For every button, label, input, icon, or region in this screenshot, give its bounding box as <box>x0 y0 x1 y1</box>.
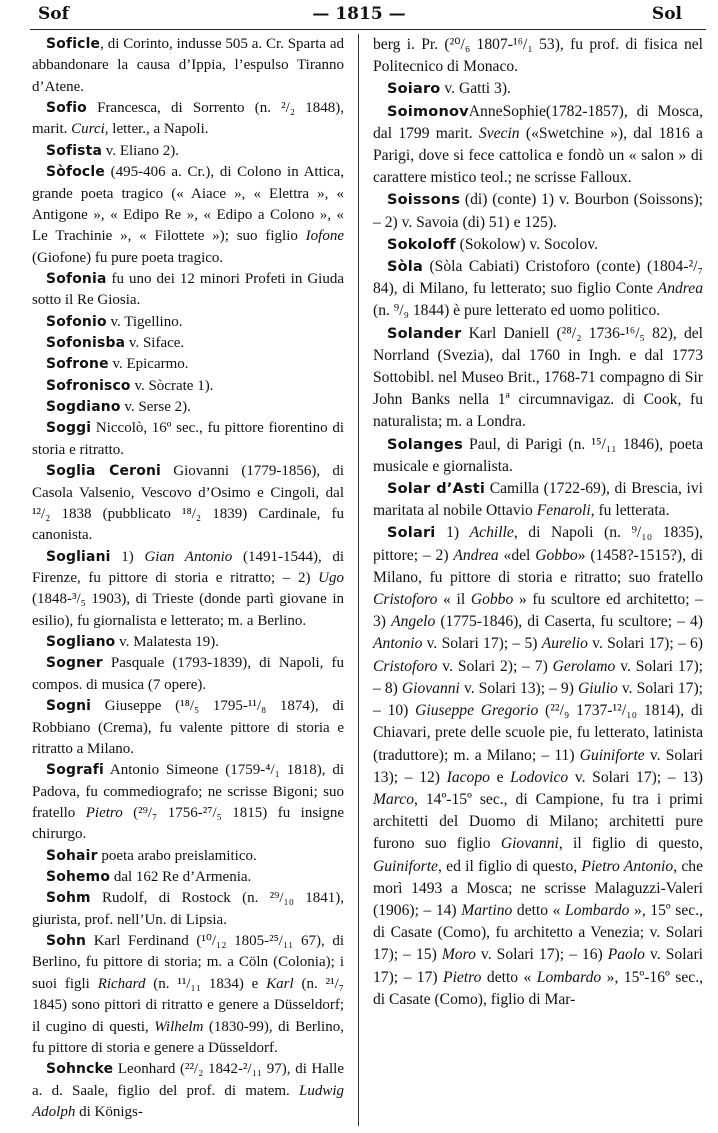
entry-text: , ed il figlio di questo, <box>437 857 582 875</box>
entry-text: (1848-³/₅ 1903), di Trieste (donde partì giovane in esilio), fu giornalista e letterato; m. a Berlino. <box>32 591 344 629</box>
header-right-guide-word: Sol <box>651 4 682 24</box>
dictionary-entry <box>373 34 703 78</box>
entry-text: (²²/₉ 1737-¹²/₁₀ 1814), di Chiavari, prete delle scuole pie, fu letterato, latinista (traduttore); m. a Milano; – 11) <box>373 702 703 764</box>
entry-text: v. Solari 2); – 7) <box>437 657 553 675</box>
entry-text: v. Solari 17); – 13) <box>568 768 704 786</box>
entry-text: Pasquale (1793-1839), di Napoli, fu compos. di musica (7 opere). <box>32 655 344 693</box>
entry-headword: Sohn <box>46 933 87 950</box>
dictionary-entry <box>373 323 703 434</box>
entry-italic-text: Wilhelm <box>154 1018 204 1035</box>
dictionary-entry <box>373 101 703 190</box>
page-header <box>0 4 718 28</box>
entry-text: (n. ²¹/₇ 1845) sono pittori di ritratto e genere a Düsseldorf; il cugino di questi, <box>32 975 344 1035</box>
entry-text: , il figlio di questo, <box>558 835 703 853</box>
entry-text: « il <box>437 591 471 609</box>
entry-headword: Sofista <box>46 142 103 159</box>
entry-text: », 15º sec., di Casate (Como), fu architetto a Venezia; v. Solari 17); – 15) <box>373 901 703 964</box>
entry-text: , di Corinto, indusse 505 a. Cr. Sparta ad abbandonare la causa d’Ippia, l’espulso Tiranno d’Atene. <box>32 36 344 95</box>
entry-text: v. Solari 17); – 17) <box>373 946 703 986</box>
entry-headword: Soggi <box>46 420 92 437</box>
entry-text: v. Sòcrate 1). <box>130 377 214 394</box>
entry-text: v. Tigellino. <box>106 313 183 330</box>
entry-italic-text: Ugo <box>318 569 344 586</box>
entry-italic-text: Guiniforte <box>579 746 645 764</box>
entry-text: (Sokolow) v. Socolov. <box>455 235 598 253</box>
entry-text: , fu letterata. <box>590 502 670 520</box>
entry-italic-text: Ludwig Adolph <box>32 1082 344 1120</box>
entry-italic-text: Paolo <box>607 946 645 964</box>
dictionary-entry <box>32 34 344 98</box>
entry-text: », 15º-16º sec., di Casate (Como), figlio di Mar- <box>373 968 703 1008</box>
left-column <box>32 34 344 1123</box>
entry-text: v. Eliano 2). <box>102 142 179 159</box>
header-left-guide-word: Sof <box>38 4 69 24</box>
entry-italic-text: Gerolamo <box>552 657 616 675</box>
entry-headword: Sokoloff <box>387 236 456 253</box>
entry-text: Giovanni (1779-1856), di Casola Valsenio, Vescovo d’Osimo e Cingoli, dal ¹²/₂ 1838 (pubblicato ¹⁸/₂ 1839) Cardinale, fu canonista. <box>32 463 345 544</box>
entry-text: berg i. Pr. (²⁰/₆ 1807-¹⁶/₁ 53), fu prof. di fisica nel Politecnico di Monaco. <box>373 36 703 76</box>
entry-headword: Soimonov <box>387 103 469 120</box>
entry-italic-text: Pietro Antonio <box>581 857 674 875</box>
entry-text: Karl Ferdinand (¹⁰/₁₂ 1805-²⁵/₁₁ 67), di Berlino, fu pittore di storia; m. a Cöln (Colonia); i suoi figli <box>32 933 344 992</box>
entry-text: e <box>489 768 511 786</box>
dictionary-entry <box>32 269 344 312</box>
entry-headword: Soiaro <box>387 81 441 98</box>
entry-headword: Sogner <box>46 655 103 672</box>
entry-text: (²⁹/₇ 1756-²⁷/₅ 1815) fu insigne chirurgo. <box>32 804 345 843</box>
entry-headword: Sofonio <box>46 313 107 330</box>
dictionary-entry <box>32 312 344 333</box>
entry-italic-text: Andrea <box>453 546 499 564</box>
entry-headword: Solari <box>387 525 436 542</box>
entry-text: , di Napoli (n. ⁹/₁₀ 1835), pittore; – 2) <box>373 524 703 564</box>
dictionary-entry <box>373 189 703 233</box>
entry-text: Camilla (1722-69), di Brescia, ivi maritata al nobile Ottavio <box>373 480 703 520</box>
entry-headword: Solander <box>387 325 462 342</box>
entry-text: (1775-1846), di Caserta, fu scultore; – 4) <box>435 613 704 631</box>
entry-text: (n. ⁹/₉ 1844) è pure letterato ed uomo politico. <box>373 302 661 320</box>
entry-text: (1491-1544), di Firenze, fu pittore di storia e ritratto; – 2) <box>32 548 345 586</box>
entry-headword: Solar d’Asti <box>387 481 486 498</box>
dictionary-entry <box>32 653 344 696</box>
entry-headword: Soissons <box>387 192 461 209</box>
entry-headword: Sogliani <box>46 548 111 565</box>
dictionary-entry <box>32 162 344 269</box>
entry-text: , letter., a Napoli. <box>104 121 209 138</box>
entry-text: v. Epicarmo. <box>108 356 189 373</box>
dictionary-entry <box>32 376 344 397</box>
entry-italic-text: Guiniforte <box>373 857 438 875</box>
entry-italic-text: Fenaroli <box>536 502 591 520</box>
entry-headword: Sogni <box>46 698 92 715</box>
entry-headword: Sogdiano <box>46 399 121 416</box>
entry-text: dal 162 Re d’Armenia. <box>110 869 252 886</box>
dictionary-entry <box>373 256 703 323</box>
dictionary-entry <box>32 98 344 141</box>
header-rule <box>30 29 706 30</box>
entry-italic-text: Antonio <box>373 635 423 653</box>
entry-headword: Sofio <box>46 100 87 117</box>
entry-text: fu uno dei 12 minori Profeti in Giuda sotto il Re Giosia. <box>32 270 344 309</box>
dictionary-entry <box>32 696 344 760</box>
entry-italic-text: Iacopo <box>446 768 490 786</box>
entry-text: (1830-99), di Berlino, fu pittore di storia e genere a Düsseldorf. <box>32 1018 344 1056</box>
entry-italic-text: Aurelio <box>541 635 588 653</box>
entry-text: 1) <box>435 524 470 542</box>
entry-headword: Sofrone <box>46 356 109 373</box>
entry-text: (Giofone) fu pure poeta tragico. <box>32 249 224 266</box>
entry-italic-text: Giuseppe Gregorio <box>415 702 539 720</box>
entry-text: v. Siface. <box>125 335 185 352</box>
entry-italic-text: Cristoforo <box>373 657 438 675</box>
entry-text: (Sòla Cabiati) Cristoforo (conte) (1804-²/₇ 84), di Milano, fu letterato; suo figlio Conte <box>373 258 703 298</box>
page-number: — 1815 — <box>312 4 406 24</box>
entry-text: Rudolf, di Rostock (n. ²⁹/₁₀ 1841), giurista, prof. nell’Un. di Lipsia. <box>32 890 344 928</box>
entry-text: , 14º-15º sec., di Campione, fu tra i primi architetti del Duomo di Milano; architetti pure furono suo figlio <box>373 790 703 853</box>
entry-headword: Soglia Ceroni <box>46 463 161 480</box>
entry-text: di Königs- <box>75 1103 143 1120</box>
entry-italic-text: Pietro <box>85 804 123 821</box>
entry-text: Francesca, di Sorrento (n. ²/₂ 1848), marit. <box>32 100 344 138</box>
entry-italic-text: Giovanni <box>401 679 460 697</box>
entry-italic-text: Moro <box>441 946 476 964</box>
dictionary-entry <box>32 333 344 354</box>
entry-italic-text: Gobbo <box>535 546 578 564</box>
entry-text: detto « <box>512 901 566 919</box>
dictionary-entry <box>32 461 344 546</box>
entry-text: » fu scultore ed architetto; – 3) <box>373 591 703 631</box>
dictionary-entry <box>32 632 344 653</box>
entry-text: (n. ¹¹/₁₁ 1834) e <box>145 975 267 992</box>
dictionary-entry <box>373 234 703 256</box>
dictionary-entry <box>32 354 344 375</box>
entry-italic-text: Richard <box>97 975 146 992</box>
entry-text: , che morì 1493 a Mosca; ne scrisse Malaguzzi-Valeri (1906); – 14) <box>373 857 703 919</box>
entry-text: («Swetchine »), dal 1816 a Parigi, dove si fece cattolica e fondò un « salon » di carattere mistico teol.; ne scrisse Falloux. <box>373 124 703 187</box>
dictionary-entry <box>32 141 344 162</box>
entry-headword: Sogliano <box>46 634 116 651</box>
entry-text: AnneSophie(1782-1857), di Mosca, dal 1799 marit. <box>373 102 703 142</box>
entry-text: 1) <box>110 548 145 565</box>
entry-text: v. Malatesta 19). <box>115 634 220 651</box>
entry-text: v. Solari 17); – 6) <box>587 635 703 653</box>
entry-text: Karl Daniell (²⁸/₂ 1736-¹⁶/₅ 82), del Norrland (Svezia), dal 1760 in Ingh. e dal 1773 Sottobibl. nel Museo Brit., 1768-71 compagno di Sir John Banks nella 1ª circumnavigaz. di Cook, fu naturalista; m. a Londra. <box>373 324 703 431</box>
dictionary-entry <box>32 1059 344 1123</box>
entry-headword: Sòfocle <box>46 164 105 181</box>
entry-italic-text: Giulio <box>577 679 618 697</box>
entry-italic-text: Martino <box>461 901 513 919</box>
entry-headword: Sohncke <box>46 1061 114 1078</box>
entry-italic-text: Lombardo <box>565 901 630 919</box>
entry-headword: Sofronisco <box>46 377 131 394</box>
entry-headword: Sòla <box>387 259 423 276</box>
entry-text: Leonhard (²²/₂ 1842-²/₁₁ 97), di Halle a. d. Saale, figlio del prof. di matem. <box>32 1061 344 1099</box>
dictionary-entry <box>373 478 703 522</box>
entry-italic-text: Curci <box>71 121 105 138</box>
entry-text: Niccolò, 16º sec., fu pittore fiorentino di storia e ritratto. <box>32 420 344 458</box>
entry-headword: Soficle <box>46 36 101 52</box>
entry-italic-text: Angelo <box>391 613 436 631</box>
entry-italic-text: Iofone <box>305 228 344 245</box>
entry-text: v. Solari 17); – 5) <box>422 635 542 653</box>
entry-italic-text: Svecin <box>478 124 520 142</box>
entry-italic-text: Lombardo <box>536 968 602 986</box>
entry-text: (di) (conte) 1) v. Bourbon (Soissons); – 2) v. Savoia (di) 51) e 125). <box>373 191 703 231</box>
dictionary-entry <box>373 434 703 478</box>
entry-italic-text: Achille <box>469 524 514 542</box>
entry-headword: Sofonia <box>46 270 107 287</box>
entry-text: «del <box>498 546 536 564</box>
entry-italic-text: Andrea <box>657 280 703 298</box>
entry-headword: Solanges <box>387 436 463 453</box>
entry-italic-text: Pietro <box>443 968 482 986</box>
entry-headword: Sohair <box>46 847 98 864</box>
dictionary-entry <box>32 760 344 845</box>
entry-italic-text: Giovanni <box>500 835 559 853</box>
column-divider <box>358 34 359 1126</box>
dictionary-entry <box>32 418 344 461</box>
entry-italic-text: Karl <box>266 975 294 992</box>
entry-italic-text: Lodovico <box>510 768 569 786</box>
entry-text: Giuseppe (¹⁸/₅ 1795-¹¹/₈ 1874), di Robbiano (Crema), fu valente pittore di storia e ritratto a Milano. <box>32 698 344 757</box>
dictionary-entry <box>32 888 344 931</box>
entry-text: Paul, di Parigi (n. ¹⁵/₁₁ 1846), poeta musicale e giornalista. <box>373 435 703 475</box>
entry-italic-text: Marco <box>373 790 414 808</box>
entry-text: v. Solari 17); – 16) <box>475 946 608 964</box>
entry-headword: Sografi <box>46 762 104 779</box>
entry-italic-text: Gian Antonio <box>144 548 233 565</box>
dictionary-entry <box>373 522 703 1010</box>
dictionary-entry <box>373 78 703 100</box>
dictionary-entry <box>32 867 344 888</box>
right-column <box>373 34 703 1011</box>
entry-text: v. Gatti 3). <box>440 80 511 98</box>
entry-text: v. Solari 17); – 8) <box>373 657 703 697</box>
dictionary-entry <box>32 846 344 867</box>
entry-text: v. Serse 2). <box>120 399 191 416</box>
entry-text: Antonio Simeone (1759-⁴/₁ 1818), di Padova, fu commediografo; ne scrisse Bigoni; suo fratello <box>32 762 344 821</box>
entry-text: poeta arabo preislamitico. <box>97 847 257 864</box>
dictionary-entry <box>32 931 344 1059</box>
entry-text: detto « <box>481 968 537 986</box>
entry-text: » (1458?-1515?), di Milano, fu pittore di storia e ritratto; suo fratello <box>373 546 703 586</box>
entry-headword: Sohemo <box>46 869 111 886</box>
entry-text: v. Solari 13); – 12) <box>373 746 704 786</box>
entry-italic-text: Cristoforo <box>373 591 438 609</box>
entry-headword: Sohm <box>46 890 91 907</box>
dictionary-entry <box>32 397 344 418</box>
entry-text: (495-406 a. Cr.), di Colono in Attica, grande poeta tragico (« Aiace », « Elettra », « Antigone », « Edipo Re », « Edipo a Colono », « Le Trachinie », « Filottete »); suo figlio <box>32 164 344 245</box>
entry-headword: Sofonisba <box>46 335 126 352</box>
entry-text: v. Solari 17); – 10) <box>373 679 703 720</box>
dictionary-entry <box>32 547 344 632</box>
entry-text: v. Solari 13); – 9) <box>459 679 578 697</box>
entry-italic-text: Gobbo <box>470 591 514 609</box>
